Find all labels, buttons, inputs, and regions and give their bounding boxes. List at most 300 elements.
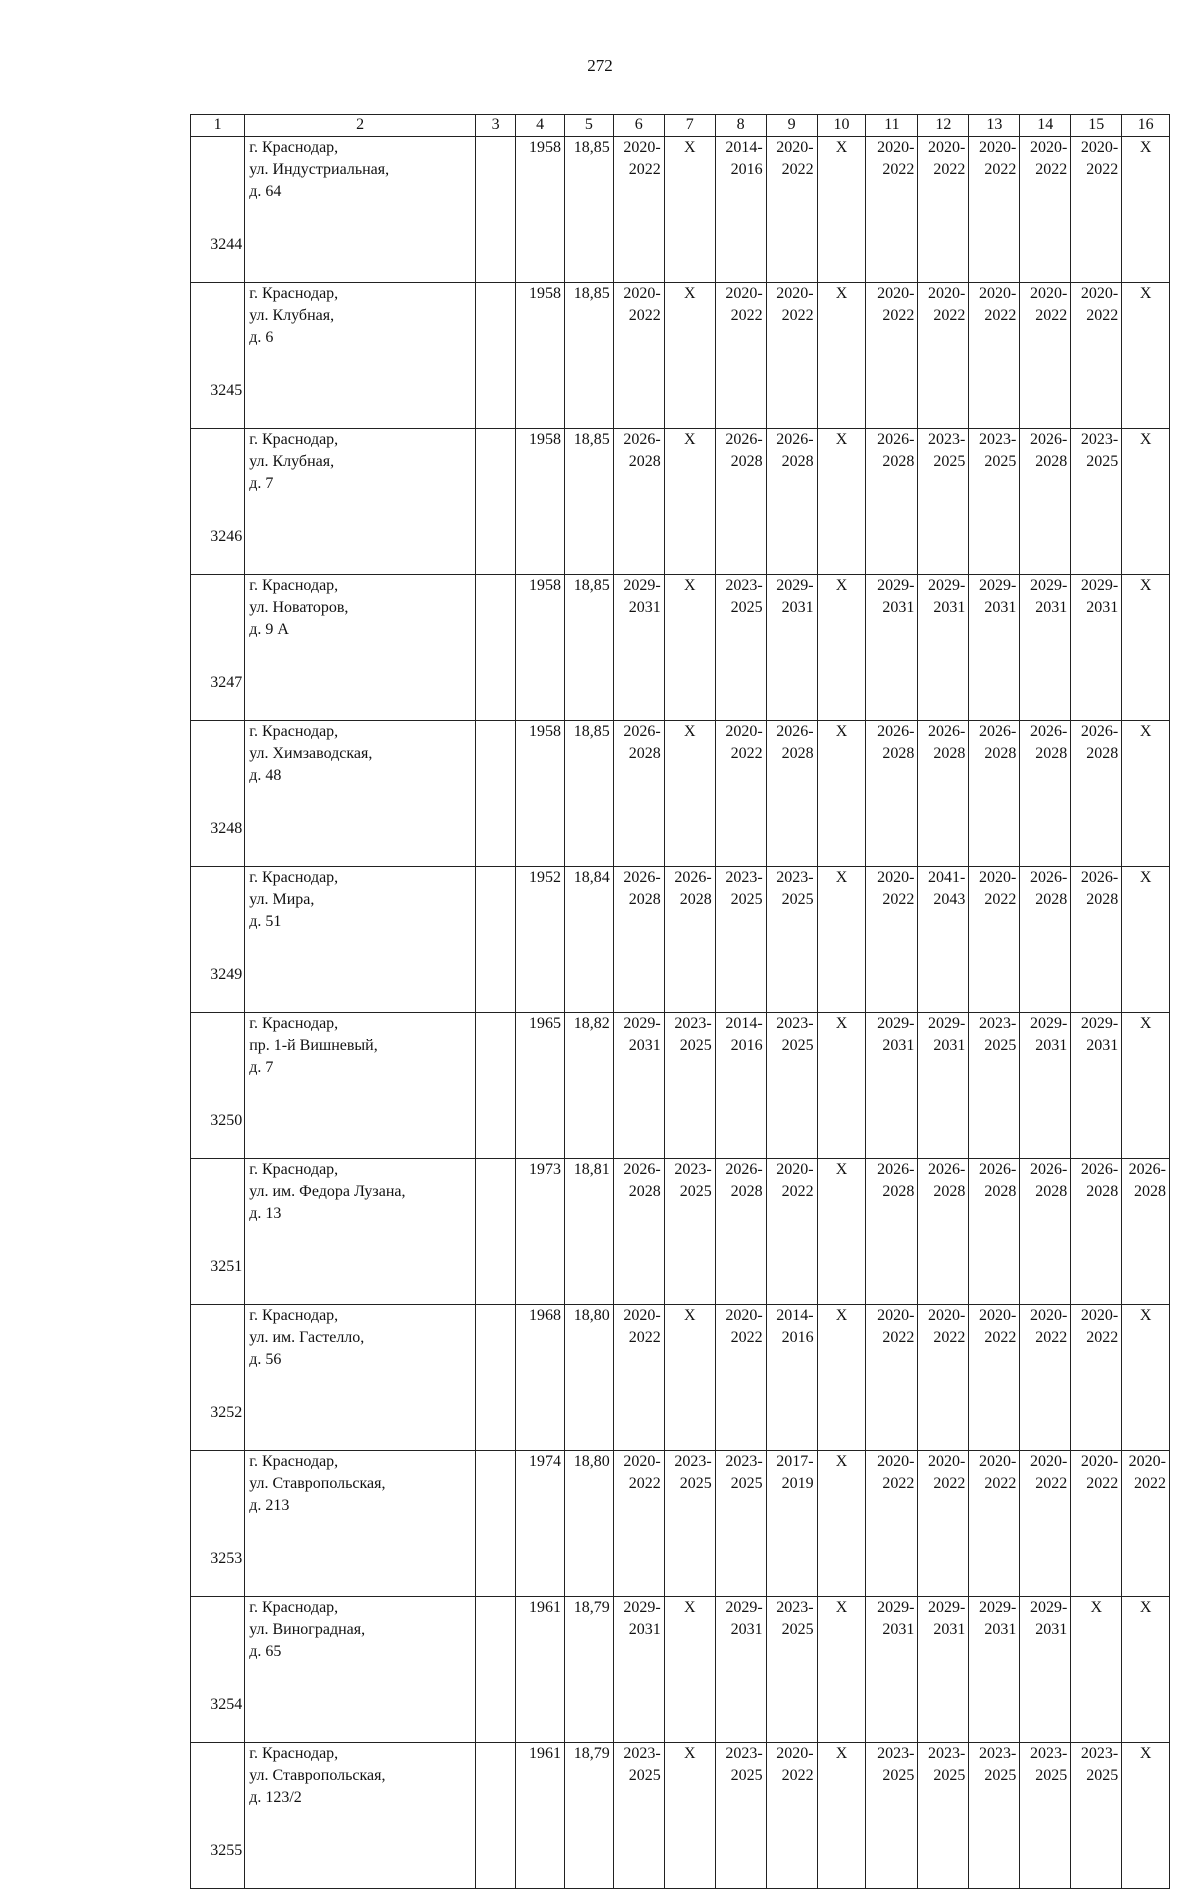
period-end: 2025: [1035, 1767, 1068, 1784]
period-cell: [1071, 1159, 1122, 1305]
period-end: 2022: [1086, 307, 1119, 324]
period-end: 2022: [628, 1329, 661, 1346]
period-cell: [1122, 867, 1170, 1013]
period-cell: [918, 575, 969, 721]
period-end: 2028: [1086, 891, 1119, 908]
column-3-cell: [476, 1305, 516, 1451]
address-line: ул. Клубная,: [249, 453, 335, 470]
period-cell: [1122, 1451, 1170, 1597]
period-start: X: [835, 431, 848, 448]
year-built-cell: 1952: [516, 867, 565, 1013]
address-line: г. Краснодар,: [249, 431, 339, 448]
period-start: 2023-: [776, 869, 814, 886]
address-line: д. 65: [249, 1643, 282, 1660]
period-cell: [817, 137, 866, 283]
period-start: 2020-: [1080, 285, 1119, 302]
value-cell: 18,81: [565, 1159, 614, 1305]
period-cell: [866, 1159, 918, 1305]
column-3-cell: [476, 1159, 516, 1305]
period-start: X: [1139, 285, 1152, 302]
column-header: 2: [245, 115, 476, 137]
value-cell: 18,85: [565, 575, 614, 721]
period-cell: [766, 575, 817, 721]
period-cell: [1071, 1013, 1122, 1159]
period-cell: [969, 1597, 1020, 1743]
address-line: г. Краснодар,: [249, 1453, 339, 1470]
column-header: 1: [191, 115, 245, 137]
period-start: 2020-: [877, 139, 915, 156]
period-start: 2023-: [776, 1599, 814, 1616]
period-start: X: [1090, 1599, 1103, 1616]
period-end: 2025: [1086, 1767, 1119, 1784]
period-end: 2022: [882, 307, 915, 324]
period-end: 2028: [1086, 1183, 1119, 1200]
period-cell: [969, 1013, 1020, 1159]
period-cell: [1020, 867, 1071, 1013]
table-row: [191, 429, 1170, 575]
period-cell: [1122, 1013, 1170, 1159]
address-line: г. Краснодар,: [249, 1161, 339, 1178]
table-row: [191, 1743, 1170, 1889]
period-end: 2028: [628, 1183, 661, 1200]
period-cell: [1071, 1743, 1122, 1889]
row-number-cell: 3250: [191, 1013, 245, 1159]
period-cell: [969, 575, 1020, 721]
period-end: 2028: [933, 1183, 966, 1200]
period-cell: [715, 1743, 766, 1889]
column-header: 11: [866, 115, 918, 137]
year-built-cell: 1958: [516, 283, 565, 429]
period-end: 2025: [679, 1037, 712, 1054]
column-header: 10: [817, 115, 866, 137]
address-line: г. Краснодар,: [249, 723, 339, 740]
period-cell: [1071, 1451, 1122, 1597]
period-cell: [1122, 137, 1170, 283]
period-cell: [1020, 137, 1071, 283]
period-start: X: [1139, 139, 1152, 156]
period-start: 2023-: [928, 1745, 966, 1762]
period-end: 2022: [1035, 161, 1068, 178]
column-3-cell: [476, 137, 516, 283]
column-header: 7: [664, 115, 715, 137]
year-built-cell: 1958: [516, 721, 565, 867]
period-cell: [715, 283, 766, 429]
address-line: д. 51: [249, 913, 282, 930]
column-3-cell: [476, 1451, 516, 1597]
period-end: 2016: [730, 161, 763, 178]
period-start: 2020-: [1080, 1307, 1119, 1324]
period-start: 2026-: [979, 723, 1017, 740]
period-start: X: [1139, 1599, 1152, 1616]
period-end: 2031: [628, 599, 661, 616]
period-start: 2026-: [725, 431, 763, 448]
row-number-cell: 3255: [191, 1743, 245, 1889]
address-line: д. 13: [249, 1205, 282, 1222]
table-row: [191, 283, 1170, 429]
period-cell: [766, 283, 817, 429]
period-cell: [918, 1451, 969, 1597]
period-start: X: [835, 139, 848, 156]
period-end: 2031: [730, 1621, 763, 1638]
period-cell: [715, 1013, 766, 1159]
period-cell: [817, 721, 866, 867]
header-row: [191, 115, 1170, 137]
period-start: X: [835, 285, 848, 302]
period-start: 2026-: [1029, 869, 1068, 886]
value-cell: 18,85: [565, 429, 614, 575]
period-cell: [613, 721, 664, 867]
address-line: д. 64: [249, 183, 282, 200]
period-cell: [1020, 429, 1071, 575]
period-cell: [1122, 283, 1170, 429]
year-built-cell: 1958: [516, 575, 565, 721]
column-3-cell: [476, 721, 516, 867]
table-row: [191, 1013, 1170, 1159]
period-cell: [866, 1305, 918, 1451]
table-row: [191, 721, 1170, 867]
period-cell: [817, 1743, 866, 1889]
period-end: 2022: [984, 161, 1017, 178]
period-cell: [1020, 1159, 1071, 1305]
period-start: 2020-: [928, 139, 966, 156]
period-start: 2041-: [928, 869, 966, 886]
address-line: г. Краснодар,: [249, 1015, 339, 1032]
address-line: ул. Индустриальная,: [249, 161, 390, 178]
period-end: 2028: [984, 1183, 1017, 1200]
period-start: 2026-: [877, 431, 915, 448]
table-row: [191, 575, 1170, 721]
period-start: 2023-: [1080, 431, 1119, 448]
period-start: X: [1139, 1015, 1152, 1032]
period-end: 2022: [781, 1767, 814, 1784]
period-end: 2022: [628, 161, 661, 178]
address-cell: [245, 1013, 476, 1159]
period-cell: [766, 1013, 817, 1159]
period-cell: [866, 1597, 918, 1743]
period-start: 2026-: [674, 869, 712, 886]
period-cell: [969, 867, 1020, 1013]
period-start: 2029-: [623, 577, 661, 594]
period-start: 2026-: [877, 723, 915, 740]
period-cell: [664, 137, 715, 283]
period-end: 2028: [1086, 745, 1119, 762]
period-start: 2023-: [979, 431, 1017, 448]
period-cell: [918, 1159, 969, 1305]
row-number-cell: 3251: [191, 1159, 245, 1305]
column-header: 3: [476, 115, 516, 137]
period-end: 2022: [628, 307, 661, 324]
column-3-cell: [476, 429, 516, 575]
address-line: д. 56: [249, 1351, 282, 1368]
period-cell: [1122, 1743, 1170, 1889]
period-cell: [918, 1597, 969, 1743]
period-cell: [1020, 1743, 1071, 1889]
period-cell: [1071, 1305, 1122, 1451]
period-start: 2029-: [1080, 577, 1119, 594]
period-end: 2025: [679, 1475, 712, 1492]
period-end: 2025: [730, 1767, 763, 1784]
column-3-cell: [476, 1743, 516, 1889]
period-end: 2022: [933, 1475, 966, 1492]
period-cell: [613, 1743, 664, 1889]
address-line: г. Краснодар,: [249, 869, 339, 886]
period-cell: [866, 1013, 918, 1159]
period-cell: [766, 137, 817, 283]
address-cell: [245, 1743, 476, 1889]
period-end: 2022: [781, 307, 814, 324]
year-built-cell: 1965: [516, 1013, 565, 1159]
period-cell: [613, 429, 664, 575]
column-3-cell: [476, 283, 516, 429]
period-start: 2029-: [725, 1599, 763, 1616]
period-start: 2020-: [979, 869, 1017, 886]
period-end: 2031: [882, 1037, 915, 1054]
period-cell: [1071, 429, 1122, 575]
period-start: 2017-: [776, 1453, 814, 1470]
year-built-cell: 1973: [516, 1159, 565, 1305]
period-start: 2023-: [979, 1015, 1017, 1032]
period-end: 2028: [730, 1183, 763, 1200]
period-start: X: [835, 1745, 848, 1762]
period-cell: [664, 1159, 715, 1305]
period-start: X: [835, 869, 848, 886]
period-start: 2026-: [877, 1161, 915, 1178]
row-number-cell: 3253: [191, 1451, 245, 1597]
period-cell: [1020, 575, 1071, 721]
period-start: 2026-: [623, 431, 661, 448]
period-cell: [1071, 867, 1122, 1013]
address-line: ул. им. Гастелло,: [249, 1329, 365, 1346]
address-cell: [245, 867, 476, 1013]
period-cell: [817, 1597, 866, 1743]
address-cell: [245, 1305, 476, 1451]
period-start: 2026-: [1029, 723, 1068, 740]
column-3-cell: [476, 867, 516, 1013]
column-header: 15: [1071, 115, 1122, 137]
period-cell: [918, 1743, 969, 1889]
period-start: X: [1139, 1745, 1152, 1762]
period-end: 2031: [1035, 1621, 1068, 1638]
period-cell: [766, 1451, 817, 1597]
period-end: 2022: [933, 161, 966, 178]
period-end: 2031: [1035, 1037, 1068, 1054]
period-start: 2026-: [725, 1161, 763, 1178]
period-cell: [766, 429, 817, 575]
period-start: 2023-: [674, 1161, 712, 1178]
table-row: [191, 867, 1170, 1013]
period-cell: [918, 283, 969, 429]
period-cell: [715, 1597, 766, 1743]
period-start: 2020-: [1029, 1307, 1068, 1324]
period-start: 2029-: [623, 1599, 661, 1616]
period-cell: [918, 429, 969, 575]
period-start: 2020-: [776, 285, 814, 302]
period-end: 2025: [933, 1767, 966, 1784]
period-cell: [715, 137, 766, 283]
period-cell: [1122, 429, 1170, 575]
period-cell: [1020, 1451, 1071, 1597]
period-cell: [664, 1597, 715, 1743]
period-start: 2023-: [725, 1453, 763, 1470]
period-cell: [1122, 1159, 1170, 1305]
period-start: 2026-: [1080, 869, 1119, 886]
period-cell: [766, 867, 817, 1013]
period-start: 2023-: [928, 431, 966, 448]
address-line: д. 6: [249, 329, 274, 346]
period-start: 2020-: [1080, 1453, 1119, 1470]
address-cell: [245, 429, 476, 575]
period-start: 2020-: [979, 1307, 1017, 1324]
period-end: 2031: [1086, 1037, 1119, 1054]
column-header: 6: [613, 115, 664, 137]
period-start: X: [683, 1599, 696, 1616]
period-end: 2022: [1035, 1329, 1068, 1346]
period-start: 2023-: [725, 577, 763, 594]
period-cell: [664, 721, 715, 867]
period-start: 2029-: [623, 1015, 661, 1032]
period-start: 2023-: [674, 1453, 712, 1470]
period-start: 2023-: [776, 1015, 814, 1032]
period-cell: [664, 1451, 715, 1597]
period-start: 2020-: [776, 1161, 814, 1178]
value-cell: 18,80: [565, 1305, 614, 1451]
period-start: 2020-: [979, 1453, 1017, 1470]
period-cell: [613, 283, 664, 429]
period-start: 2020-: [928, 1453, 966, 1470]
address-line: ул. Новаторов,: [249, 599, 349, 616]
period-cell: [866, 137, 918, 283]
address-line: ул. Виноградная,: [249, 1621, 366, 1638]
row-number-cell: 3248: [191, 721, 245, 867]
address-cell: [245, 1159, 476, 1305]
period-cell: [1020, 283, 1071, 429]
year-built-cell: 1958: [516, 137, 565, 283]
column-header: 14: [1020, 115, 1071, 137]
value-cell: 18,79: [565, 1743, 614, 1889]
period-start: X: [1139, 869, 1152, 886]
period-start: 2029-: [979, 1599, 1017, 1616]
period-end: 2025: [984, 453, 1017, 470]
period-end: 2031: [933, 599, 966, 616]
period-end: 2031: [933, 1037, 966, 1054]
period-start: 2020-: [1029, 139, 1068, 156]
period-start: 2023-: [877, 1745, 915, 1762]
period-cell: [969, 1743, 1020, 1889]
period-end: 2031: [628, 1621, 661, 1638]
period-start: 2023-: [674, 1015, 712, 1032]
table-row: [191, 1159, 1170, 1305]
period-start: 2029-: [928, 1599, 966, 1616]
column-3-cell: [476, 1597, 516, 1743]
period-start: 2029-: [1029, 1599, 1068, 1616]
period-end: 2028: [628, 745, 661, 762]
period-cell: [969, 429, 1020, 575]
period-end: 2022: [882, 161, 915, 178]
period-end: 2031: [984, 1621, 1017, 1638]
table-body: [191, 137, 1170, 1889]
row-number-cell: 3252: [191, 1305, 245, 1451]
period-start: X: [683, 1745, 696, 1762]
value-cell: 18,79: [565, 1597, 614, 1743]
address-cell: [245, 283, 476, 429]
address-line: ул. Клубная,: [249, 307, 335, 324]
period-start: 2020-: [623, 139, 661, 156]
period-end: 2022: [628, 1475, 661, 1492]
period-end: 2028: [781, 745, 814, 762]
period-start: X: [835, 1015, 848, 1032]
period-start: 2020-: [725, 285, 763, 302]
period-end: 2025: [730, 891, 763, 908]
period-cell: [664, 867, 715, 1013]
period-cell: [664, 1305, 715, 1451]
row-number-cell: 3247: [191, 575, 245, 721]
period-end: 2019: [781, 1475, 814, 1492]
period-end: 2025: [933, 453, 966, 470]
period-end: 2025: [984, 1037, 1017, 1054]
period-end: 2022: [984, 891, 1017, 908]
period-end: 2043: [933, 891, 966, 908]
period-cell: [613, 867, 664, 1013]
period-start: 2023-: [725, 1745, 763, 1762]
period-start: 2020-: [623, 1307, 661, 1324]
address-cell: [245, 575, 476, 721]
period-start: 2023-: [725, 869, 763, 886]
period-start: 2029-: [928, 1015, 966, 1032]
period-end: 2016: [730, 1037, 763, 1054]
period-end: 2022: [1035, 1475, 1068, 1492]
address-line: ул. Мира,: [249, 891, 315, 908]
period-end: 2028: [882, 745, 915, 762]
period-start: X: [1139, 1307, 1152, 1324]
period-cell: [766, 1597, 817, 1743]
period-start: 2026-: [1029, 1161, 1068, 1178]
period-cell: [817, 1013, 866, 1159]
address-line: д. 7: [249, 1059, 274, 1076]
address-cell: [245, 137, 476, 283]
period-end: 2031: [882, 1621, 915, 1638]
year-built-cell: 1961: [516, 1743, 565, 1889]
period-start: 2026-: [1080, 723, 1119, 740]
period-end: 2022: [1035, 307, 1068, 324]
year-built-cell: 1961: [516, 1597, 565, 1743]
period-end: 2028: [628, 453, 661, 470]
period-end: 2025: [781, 891, 814, 908]
period-end: 2022: [1134, 1475, 1166, 1492]
column-header: 16: [1122, 115, 1170, 137]
address-line: ул. им. Федора Лузана,: [249, 1183, 406, 1200]
period-start: 2020-: [776, 1745, 814, 1762]
address-line: д. 9 А: [249, 621, 289, 638]
period-cell: [817, 1451, 866, 1597]
column-header: 4: [516, 115, 565, 137]
period-end: 2028: [1035, 1183, 1068, 1200]
period-start: 2020-: [725, 723, 763, 740]
column-3-cell: [476, 575, 516, 721]
period-end: 2031: [984, 599, 1017, 616]
page-number: 272: [587, 56, 613, 75]
period-end: 2028: [1035, 453, 1068, 470]
column-header: 12: [918, 115, 969, 137]
period-end: 2028: [882, 1183, 915, 1200]
period-end: 2028: [984, 745, 1017, 762]
value-cell: 18,80: [565, 1451, 614, 1597]
period-cell: [715, 1159, 766, 1305]
period-end: 2028: [730, 453, 763, 470]
period-end: 2025: [882, 1767, 915, 1784]
period-end: 2028: [933, 745, 966, 762]
period-cell: [1122, 721, 1170, 867]
period-cell: [918, 1305, 969, 1451]
